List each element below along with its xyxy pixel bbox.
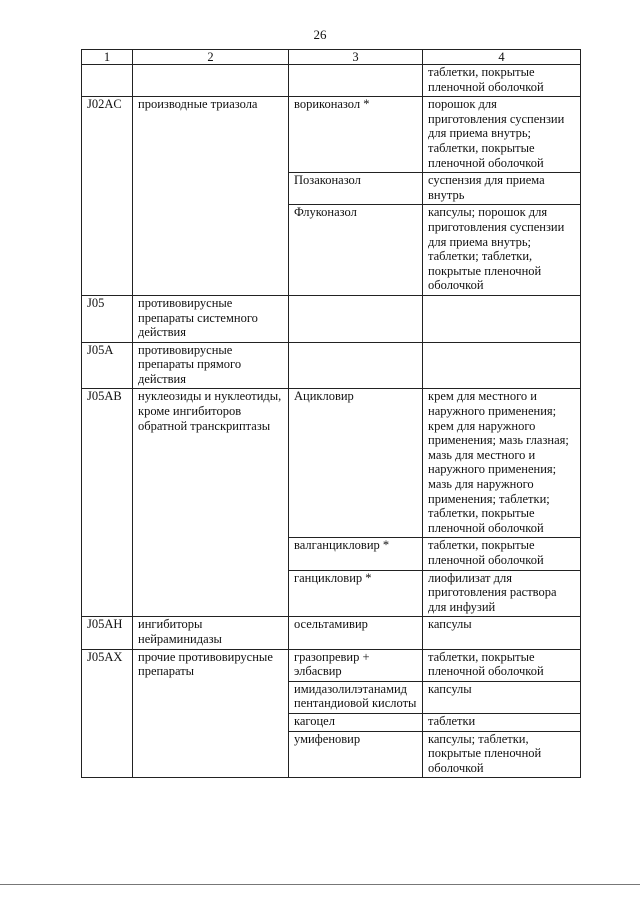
- group-cell: нуклеозиды и нуклеотиды, кроме ингибиторов обратной транскриптазы: [133, 389, 289, 617]
- drug-name-cell: Позаконазол: [289, 173, 423, 205]
- table-row: [82, 389, 581, 538]
- atc-code-cell: J05A: [82, 342, 133, 389]
- table-row: [82, 97, 581, 173]
- column-number: 4: [423, 50, 581, 65]
- drug-name-cell: Ацикловир: [289, 389, 423, 538]
- page-number: 26: [313, 27, 327, 42]
- drug-name-cell: гразопревир + элбасвир: [289, 649, 423, 681]
- group-cell: противовирусные препараты системного действия: [133, 295, 289, 342]
- dosage-form-cell: крем для местного и наружного применения; крем для наружного применения; мазь глазная; мазь для местного и наружного применения; мазь для наружного применения; таблетки; таблетки, покрытые пленочной оболочкой: [423, 389, 581, 538]
- dosage-form-cell: капсулы: [423, 617, 581, 649]
- drug-name-cell: валганцикловир *: [289, 538, 423, 570]
- atc-code-cell: [82, 65, 133, 97]
- dosage-form-cell: капсулы: [423, 681, 581, 713]
- drug-name-cell: вориконазол *: [289, 97, 423, 173]
- group-cell: [133, 65, 289, 97]
- column-number: 3: [289, 50, 423, 65]
- atc-code-cell: J05AX: [82, 649, 133, 778]
- drug-name-cell: осельтамивир: [289, 617, 423, 649]
- dosage-form-cell: капсулы; таблетки, покрытые пленочной оболочкой: [423, 731, 581, 778]
- drug-name-cell: умифеновир: [289, 731, 423, 778]
- drug-name-cell: [289, 342, 423, 389]
- dosage-form-cell: [423, 342, 581, 389]
- drug-name-cell: [289, 65, 423, 97]
- drug-name-cell: ганцикловир *: [289, 570, 423, 617]
- dosage-form-cell: таблетки: [423, 713, 581, 731]
- atc-code-cell: J05: [82, 295, 133, 342]
- dosage-form-cell: порошок для приготовления суспензии для приема внутрь; таблетки, покрытые пленочной оболочкой: [423, 97, 581, 173]
- table-row: [82, 649, 581, 681]
- table-row: [82, 65, 581, 97]
- atc-code-cell: J05AH: [82, 617, 133, 649]
- dosage-form-cell: лиофилизат для приготовления раствора для инфузий: [423, 570, 581, 617]
- dosage-form-cell: таблетки, покрытые пленочной оболочкой: [423, 65, 581, 97]
- group-cell: ингибиторы нейраминидазы: [133, 617, 289, 649]
- page-bottom-rule: [0, 884, 640, 885]
- table-row: [82, 617, 581, 649]
- drug-table: [81, 49, 581, 778]
- drug-name-cell: [289, 295, 423, 342]
- dosage-form-cell: суспензия для приема внутрь: [423, 173, 581, 205]
- group-cell: прочие противовирусные препараты: [133, 649, 289, 778]
- table-row: [82, 342, 581, 389]
- table-row: [82, 295, 581, 342]
- group-cell: противовирусные препараты прямого действия: [133, 342, 289, 389]
- atc-code-cell: J02AC: [82, 97, 133, 296]
- dosage-form-cell: капсулы; порошок для приготовления суспензии для приема внутрь; таблетки; таблетки, покрытые пленочной оболочкой: [423, 205, 581, 296]
- drug-name-cell: имидазолилэтанамид пентандиовой кислоты: [289, 681, 423, 713]
- group-cell: производные триазола: [133, 97, 289, 296]
- drug-name-cell: Флуконазол: [289, 205, 423, 296]
- atc-code-cell: J05AB: [82, 389, 133, 617]
- dosage-form-cell: [423, 295, 581, 342]
- column-number: 2: [133, 50, 289, 65]
- table-header-row: [82, 50, 581, 65]
- drug-name-cell: кагоцел: [289, 713, 423, 731]
- dosage-form-cell: таблетки, покрытые пленочной оболочкой: [423, 538, 581, 570]
- dosage-form-cell: таблетки, покрытые пленочной оболочкой: [423, 649, 581, 681]
- column-number: 1: [82, 50, 133, 65]
